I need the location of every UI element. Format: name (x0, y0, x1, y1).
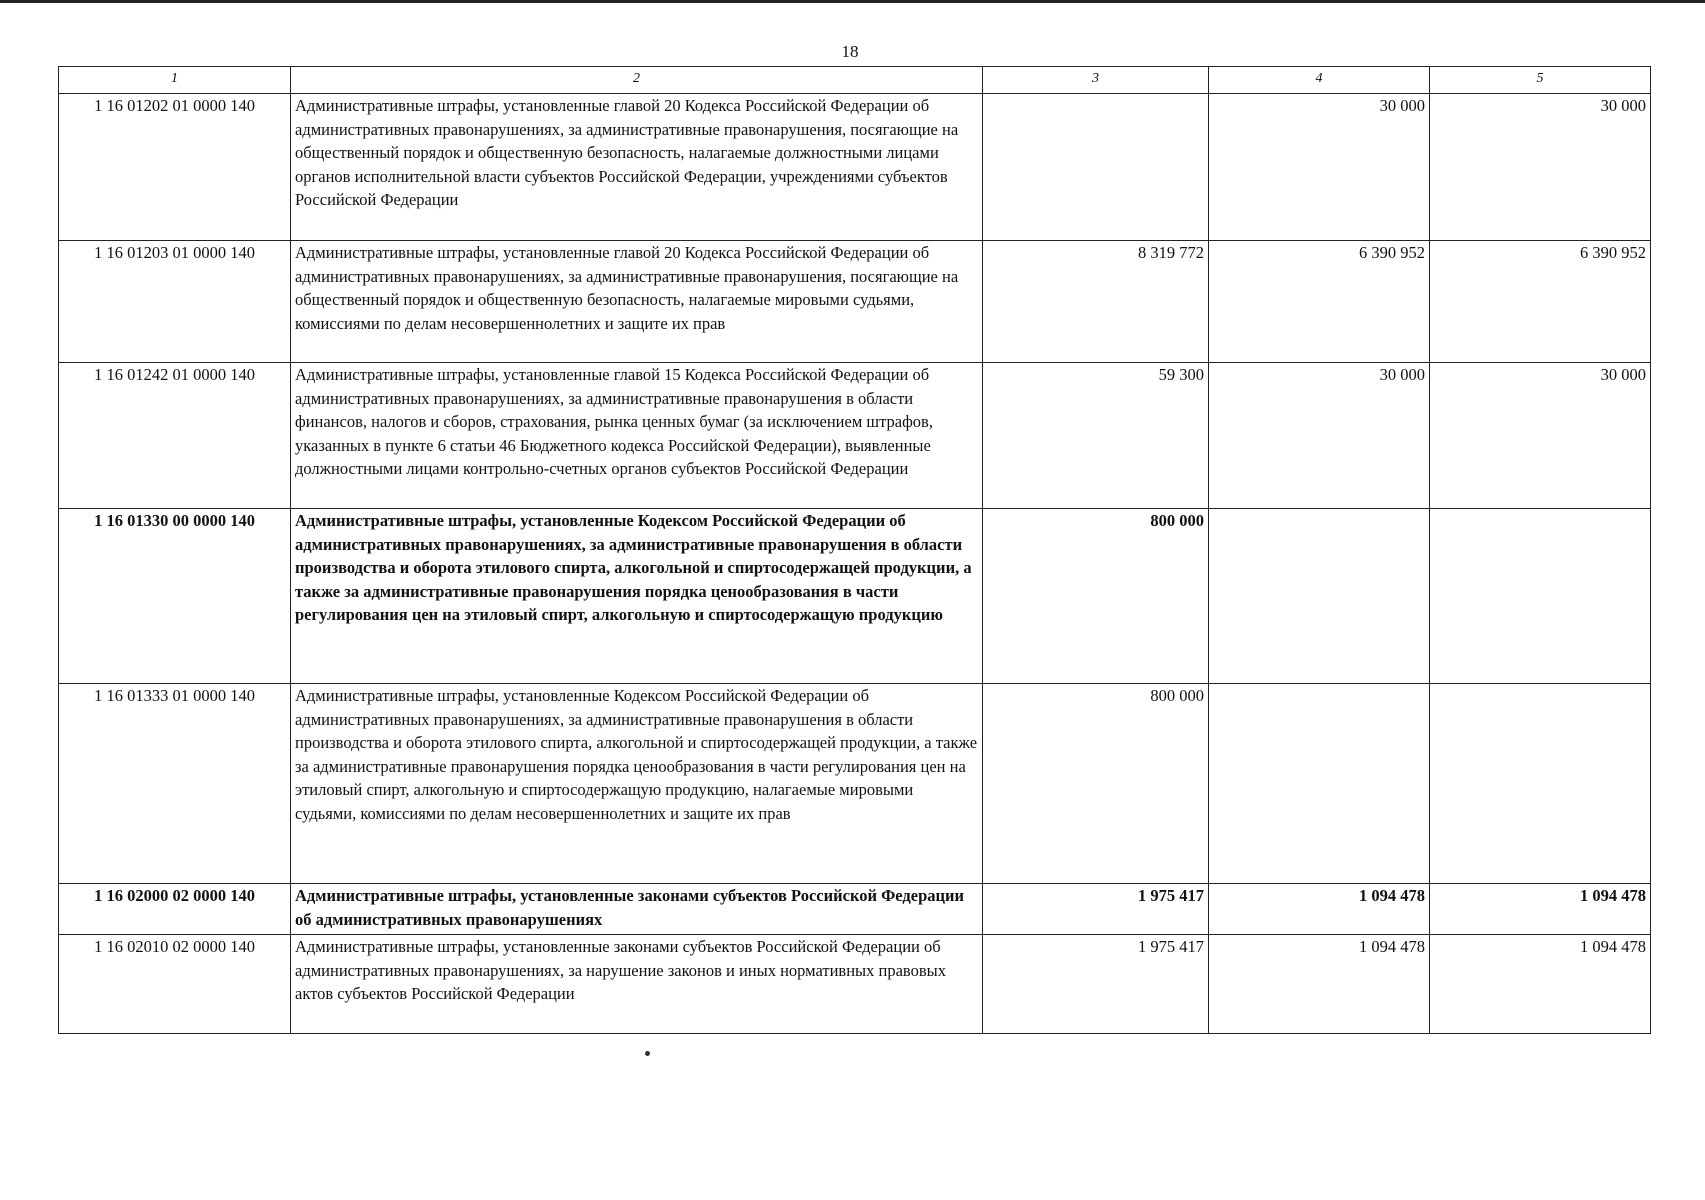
amount-col5-cell: 1 094 478 (1430, 884, 1651, 935)
description-cell: Административные штрафы, установленные главой 20 Кодекса Российской Федерации об административных правонарушениях, за административные правонарушения, посягающие на общественный порядок и общественную безопасность, налагаемые мировыми судьями, комиссиями по делам несовершеннолетних и защите их прав (291, 241, 983, 363)
amount-col5-cell: 1 094 478 (1430, 935, 1651, 1034)
column-header-1: 1 (59, 67, 291, 94)
amount-col4-cell: 6 390 952 (1209, 241, 1430, 363)
budget-code-cell: 1 16 01330 00 0000 140 (59, 509, 291, 684)
amount-col4-cell (1209, 684, 1430, 884)
amount-col4-cell: 30 000 (1209, 363, 1430, 509)
budget-code-cell: 1 16 01242 01 0000 140 (59, 363, 291, 509)
amount-col4-cell: 1 094 478 (1209, 935, 1430, 1034)
amount-col3-cell (983, 94, 1209, 241)
amount-col5-cell: 30 000 (1430, 363, 1651, 509)
amount-col3-cell: 8 319 772 (983, 241, 1209, 363)
scan-dot-mark (645, 1051, 650, 1056)
table-row (59, 935, 1651, 1034)
table-row (59, 684, 1651, 884)
description-cell: Административные штрафы, установленные главой 20 Кодекса Российской Федерации об административных правонарушениях, за административные правонарушения, посягающие на общественный порядок и общественную безопасность, налагаемые должностными лицами органов исполнительной власти субъектов Российской Федерации, учреждениями субъектов Российской Федерации (291, 94, 983, 241)
amount-col5-cell: 6 390 952 (1430, 241, 1651, 363)
page-top-border (0, 0, 1705, 3)
budget-code-cell: 1 16 02000 02 0000 140 (59, 884, 291, 935)
table-row (59, 241, 1651, 363)
column-header-3: 3 (983, 67, 1209, 94)
amount-col5-cell: 30 000 (1430, 94, 1651, 241)
description-cell: Административные штрафы, установленные законами субъектов Российской Федерации об административных правонарушениях, за нарушение законов и иных нормативных правовых актов субъектов Российской Федерации (291, 935, 983, 1034)
budget-code-cell: 1 16 01203 01 0000 140 (59, 241, 291, 363)
description-cell: Административные штрафы, установленные главой 15 Кодекса Российской Федерации об административных правонарушениях, за административные правонарушения в области финансов, налогов и сборов, страхования, рынка ценных бумаг (за исключением штрафов, указанных в пункте 6 статьи 46 Бюджетного кодекса Российской Федерации), выявленные должностными лицами контрольно-счетных органов субъектов Российской Федерации (291, 363, 983, 509)
table-row (59, 509, 1651, 684)
table-row (59, 363, 1651, 509)
table-row (59, 884, 1651, 935)
amount-col3-cell: 800 000 (983, 684, 1209, 884)
budget-code-cell: 1 16 01333 01 0000 140 (59, 684, 291, 884)
amount-col3-cell: 800 000 (983, 509, 1209, 684)
amount-col5-cell (1430, 509, 1651, 684)
amount-col5-cell (1430, 684, 1651, 884)
table-header-row (59, 67, 1651, 94)
amount-col3-cell: 1 975 417 (983, 935, 1209, 1034)
description-cell: Административные штрафы, установленные Кодексом Российской Федерации об административных правонарушениях, за административные правонарушения в области производства и оборота этилового спирта, алкогольной и спиртосодержащей продукции, а также за административные правонарушения порядка ценообразования в части регулирования цен на этиловый спирт, алкогольную и спиртосодержащую продукцию, налагаемые мировыми судьями, комиссиями по делам несовершеннолетних и защите их прав (291, 684, 983, 884)
amount-col4-cell (1209, 509, 1430, 684)
budget-table (58, 66, 1651, 1034)
amount-col3-cell: 59 300 (983, 363, 1209, 509)
amount-col4-cell: 30 000 (1209, 94, 1430, 241)
page-number: 18 (841, 42, 859, 61)
description-cell: Административные штрафы, установленные законами субъектов Российской Федерации об административных правонарушениях (291, 884, 983, 935)
amount-col3-cell: 1 975 417 (983, 884, 1209, 935)
budget-code-cell: 1 16 01202 01 0000 140 (59, 94, 291, 241)
budget-code-cell: 1 16 02010 02 0000 140 (59, 935, 291, 1034)
description-cell: Административные штрафы, установленные Кодексом Российской Федерации об административных правонарушениях, за административные правонарушения в области производства и оборота этилового спирта, алкогольной и спиртосодержащей продукции, а также за административные правонарушения порядка ценообразования в части регулирования цен на этиловый спирт, алкогольную и спиртосодержащую продукцию (291, 509, 983, 684)
column-header-2: 2 (291, 67, 983, 94)
amount-col4-cell: 1 094 478 (1209, 884, 1430, 935)
column-header-4: 4 (1209, 67, 1430, 94)
column-header-5: 5 (1430, 67, 1651, 94)
table-row (59, 94, 1651, 241)
